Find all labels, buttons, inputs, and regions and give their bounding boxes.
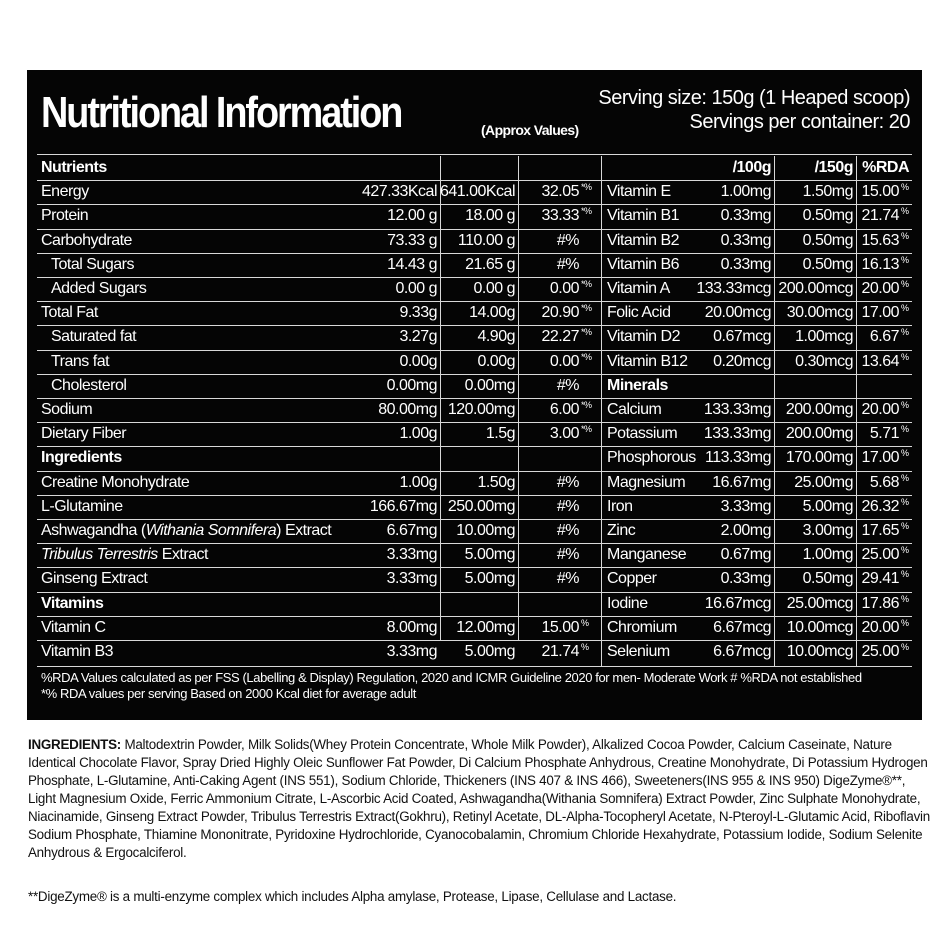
rda-superscript: *% [581,351,592,362]
value-a: 0.20mcg [713,352,771,370]
nutrient-name-text: Vitamin B3 [41,643,114,660]
right-header-row [27,156,922,180]
value-b: 200.00mg [785,425,853,443]
value-b: 0.50mg [802,231,853,249]
value-a: 0.33mg [720,255,771,273]
nutrient-name-text: Protein [41,207,89,225]
value-c: 5.71 [869,425,899,443]
value-a: 20.00mcg [704,304,771,322]
nutrition-panel [27,70,922,720]
value-b: 1.00mg [802,546,853,564]
value-a: 427.33Kcal [361,183,437,201]
panel-subtitle: (Approx Values) [481,122,579,138]
value-a: 1.00g [399,473,437,491]
rda-superscript: % [901,327,909,338]
value-b: 1.50g [477,473,515,491]
rda-value: #% [556,546,579,564]
value-c: 26.32 [861,497,899,515]
left-header-c0: Nutrients [41,159,107,176]
value-b: 0.50mg [802,570,853,588]
nutrient-name-italic: Withania Somnifera [145,522,277,539]
nutrient-name: Folic Acid [607,304,671,322]
rda-superscript: % [901,303,909,314]
table-row [27,204,922,228]
value-a: 80.00mg [378,401,437,418]
value-b: 200.00mcg [778,280,853,297]
rda-superscript: % [901,400,909,410]
nutrient-name-text: Cholesterol [51,376,127,394]
section-heading: Ingredients [41,449,122,467]
value-c: 15.00 [861,183,899,201]
value-b: 0.00mg [464,376,515,394]
value-a: 3.33mg [386,643,437,660]
serving-info [598,86,910,134]
table-row [27,229,922,253]
nutrient-name-text: Trans fat [51,352,110,370]
value-a: 16.67mcg [704,594,771,612]
table-row [27,543,922,567]
value-b: 14.00g [469,304,515,322]
rda-value: 22.27 [541,328,579,346]
nutrient-name-suffix: Extract [157,546,208,564]
value-c: 21.74 [861,207,899,225]
rda-superscript: % [901,593,909,604]
value-b: 5.00mg [464,546,515,564]
table-row [27,495,922,519]
value-b: 200.00mg [785,401,853,418]
rda-value: #% [556,522,579,539]
value-b: 1.5g [485,425,515,443]
nutrient-name-text: Total Fat [41,304,98,322]
value-b: 10.00mcg [786,618,853,636]
rda-superscript: % [581,617,589,628]
value-a: 133.33mg [703,401,771,418]
rda-superscript: *% [581,206,592,217]
value-a: 0.33mg [720,570,771,588]
value-b: 0.00g [477,352,515,370]
rda-value: #% [556,231,579,249]
nutrient-name-text: Sodium [41,401,93,418]
rda-superscript: % [901,545,909,556]
rda-value: 21.74 [541,643,579,660]
rda-value: #% [556,473,579,491]
nutrient-name: Manganese [607,546,687,564]
rda-superscript: *% [581,279,592,289]
value-a: 6.67mg [386,522,437,539]
rda-superscript: *% [581,424,592,435]
value-b: 10.00mcg [786,643,853,660]
value-b: 170.00mg [785,449,853,467]
ingredients-paragraph [28,736,933,862]
rda-superscript: % [901,279,909,289]
value-a: 0.33mg [720,231,771,249]
value-a: 12.00 g [387,207,437,225]
value-a: 3.33mg [720,497,771,515]
right-header-c1: /100g [732,159,771,176]
right-header-c3: %RDA [862,159,909,176]
value-a: 0.67mg [720,546,771,564]
table-row [27,301,922,325]
value-a: 1.00g [399,425,437,443]
digezyme-note: **DigeZyme® is a multi-enzyme complex which includes Alpha amylase, Protease, Lipase, Cellulase and Lactase. [28,889,677,904]
rda-superscript: % [901,351,909,362]
rda-superscript: *% [581,182,592,193]
nutrient-name: Vitamin B12 [607,352,688,370]
rda-value: 6.00 [549,401,579,418]
ingredients-text: Maltodextrin Powder, Milk Solids(Whey Protein Concentrate, Whole Milk Powder), Alkalized Cocoa Powder, Calcium Caseinate, Nature Identical Chocolate Flavor, Spray Dried Highly Oleic Sunflower Fat Powder, Di Calcium Phosphate Anhydrous, Creatine Monohydrate, Di Potassium Hydrogen Phosphate, L-Glutamine, Anti-Caking Agent (INS 551), Sodium Chloride, Thickeners (INS 407 & INS 466), Sweeteners(INS 955 & INS 950) DigeZyme®**, Light Magnesium Oxide, Ferric Ammonium Citrate, L-Ascorbic Acid Coated, Ashwagandha(Withania Somnifera) Extract Powder, Zinc Sulphate Monohydrate, Niacinamide, Ginseng Extract Powder, Tribulus Terrestris Extract(Gokhru), Retinyl Acetate, DL-Alpha-Tocopheryl Acetate, N-Pteroyl-L-Glutamic Acid, Riboflavin Sodium Phosphate, Thiamine Mononitrate, Pyridoxine Hydrochloride, Cyanocobalamin, Chromium Chloride Hexahydrate, Potassium Iodide, Sodium Selenite Anhydrous & Ergocalciferol. [28,737,930,860]
nutrient-name-text: Dietary Fiber [41,425,127,443]
value-a: 3.33mg [386,546,437,564]
rda-value: #% [556,497,579,515]
rda-value: 0.00 [549,280,579,297]
servings-per-container: Servings per container: 20 [689,111,910,133]
value-b: 0.00 g [473,280,515,297]
rda-superscript: % [901,642,909,652]
value-a: 16.67mg [712,473,771,491]
value-a: 133.33mcg [696,280,771,297]
table-row [27,325,922,349]
value-a: 2.00mg [720,522,771,539]
value-a: 0.00 g [395,280,437,297]
rda-value: #% [556,255,579,273]
value-c: 17.00 [861,449,899,467]
value-a: 6.67mcg [713,643,771,660]
value-b: 0.50mg [802,207,853,225]
rda-value: 3.00 [549,425,579,443]
value-b: 5.00mg [464,643,515,660]
table-row [27,350,922,374]
table-row [27,446,922,470]
value-a: 1.00mg [720,183,771,201]
nutrient-name: Phosphorous [607,449,696,467]
nutrient-name: Vitamin E [607,183,671,201]
value-c: 29.41 [861,570,899,588]
value-a: 0.00g [399,352,437,370]
value-c: 5.68 [869,473,899,491]
rda-value: 0.00 [549,352,579,370]
footer-rule [37,666,912,667]
value-c: 20.00 [861,618,899,636]
nutrient-name-text: Ashwagandha ( [41,522,146,539]
nutrient-name: Selenium [607,643,670,660]
rda-superscript: % [581,642,589,652]
value-a: 133.33mg [703,425,771,443]
nutrient-name: Vitamin D2 [607,328,680,346]
nutrient-name-suffix: ) Extract [276,522,332,539]
nutrient-name: Iron [607,497,633,515]
footnote-rda: %RDA Values calculated as per FSS (Labelling & Display) Regulation, 2020 and ICMR Guideline 2020 for men- Moderate Work # %RDA not established [41,670,862,685]
value-a: 9.33g [399,304,437,322]
rda-superscript: % [901,182,909,193]
value-b: 110.00 g [457,231,515,249]
value-c: 25.00 [861,546,899,564]
value-a: 0.00mg [386,376,437,394]
value-a: 0.67mcg [713,328,771,346]
value-a: 3.27g [399,328,437,346]
rda-superscript: % [901,206,909,217]
value-c: 25.00 [861,643,899,660]
rda-superscript: % [901,472,909,483]
nutrient-name: Magnesium [607,473,686,491]
value-c: 17.00 [861,304,899,322]
rda-superscript: *% [581,303,592,314]
rda-superscript: *% [581,400,592,410]
rda-superscript: % [901,617,909,628]
table-row [27,277,922,301]
value-b: 4.90g [477,328,515,346]
value-b: 18.00 g [465,207,515,225]
rda-superscript: *% [581,327,592,338]
nutrient-name: Iodine [607,594,648,612]
value-c: 17.86 [861,594,899,612]
table-row [27,471,922,495]
nutrient-name-text: Ginseng Extract [41,570,148,588]
value-a: 6.67mcg [713,618,771,636]
value-b: 25.00mcg [786,594,853,612]
value-c: 20.00 [861,280,899,297]
right-section-row [27,374,922,398]
table-row [27,640,922,664]
rda-superscript: % [901,496,909,507]
value-b: 250.00mg [447,497,515,515]
nutrient-name-text: Carbohydrate [41,231,132,249]
value-b: 5.00mg [802,497,853,515]
value-b: 1.00mcg [795,328,853,346]
nutrient-name: Potassium [607,425,678,443]
value-c: 20.00 [861,401,899,418]
value-a: 73.33 g [387,231,437,249]
nutrient-name: Vitamin B6 [607,255,680,273]
table-row [27,519,922,543]
nutrient-name-italic: Tribulus Terrestris [41,546,158,564]
table-row [27,180,922,204]
value-c: 13.64 [861,352,899,370]
value-b: 641.00Kcal [439,183,515,201]
nutrient-name-text: Vitamin C [41,618,106,636]
rda-superscript: % [901,521,909,531]
nutrient-name: Zinc [607,522,636,539]
rda-value: #% [556,570,579,588]
rda-superscript: % [901,448,909,459]
table-row [27,253,922,277]
header-rule [37,154,912,155]
rda-superscript: % [901,569,909,580]
value-b: 21.65 g [465,255,515,273]
panel-title: Nutritional Information [41,88,402,137]
rda-value: 32.05 [541,183,579,201]
table-row [27,616,922,640]
rda-value: 15.00 [541,618,579,636]
rda-value: #% [556,376,579,394]
value-c: 16.13 [861,255,899,273]
section-heading: Minerals [607,376,668,394]
value-b: 10.00mg [456,522,515,539]
rda-value: 20.90 [541,304,579,322]
table-row [27,567,922,591]
nutrient-name-text: Creatine Monohydrate [41,473,190,491]
value-a: 14.43 g [387,255,437,273]
nutrient-name-text: Energy [41,183,89,201]
table-row [27,592,922,616]
nutrient-name: Vitamin B2 [607,231,680,249]
value-c: 17.65 [861,522,899,539]
nutrient-name-text: Total Sugars [51,255,134,273]
value-b: 25.00mg [794,473,853,491]
value-a: 166.67mg [369,497,437,515]
nutrient-name: Copper [607,570,657,588]
footnote-kcal: *% RDA values per serving Based on 2000 Kcal diet for average adult [41,686,416,701]
nutrient-name: Calcium [607,401,662,418]
rda-superscript: % [901,254,909,265]
value-b: 12.00mg [456,618,515,636]
section-heading: Vitamins [41,594,104,612]
rda-superscript: % [901,230,909,241]
value-c: 15.63 [861,231,899,249]
value-b: 0.50mg [802,255,853,273]
nutrient-name-text: L-Glutamine [41,497,123,515]
value-b: 5.00mg [464,570,515,588]
value-a: 8.00mg [386,618,437,636]
rda-value: 33.33 [541,207,579,225]
nutrient-name: Vitamin B1 [607,207,680,225]
nutrient-name: Chromium [607,618,677,636]
nutrient-name-text: Added Sugars [51,280,147,297]
value-b: 30.00mcg [786,304,853,322]
nutrient-name-text: Saturated fat [51,328,137,346]
value-a: 113.33mg [705,449,771,467]
rda-superscript: % [901,424,909,435]
value-b: 3.00mg [802,522,853,539]
value-c: 6.67 [869,328,899,346]
ingredients-label: INGREDIENTS: [28,737,121,752]
value-a: 0.33mg [720,207,771,225]
value-b: 120.00mg [447,401,515,418]
table-row [27,398,922,422]
nutrient-name: Vitamin A [607,280,670,297]
value-a: 3.33mg [386,570,437,588]
right-header-c2: /150g [814,159,853,176]
title-block [41,88,579,138]
value-b: 0.30mcg [795,352,853,370]
value-b: 1.50mg [802,183,853,201]
table-row [27,422,922,446]
serving-size: Serving size: 150g (1 Heaped scoop) [598,87,910,109]
